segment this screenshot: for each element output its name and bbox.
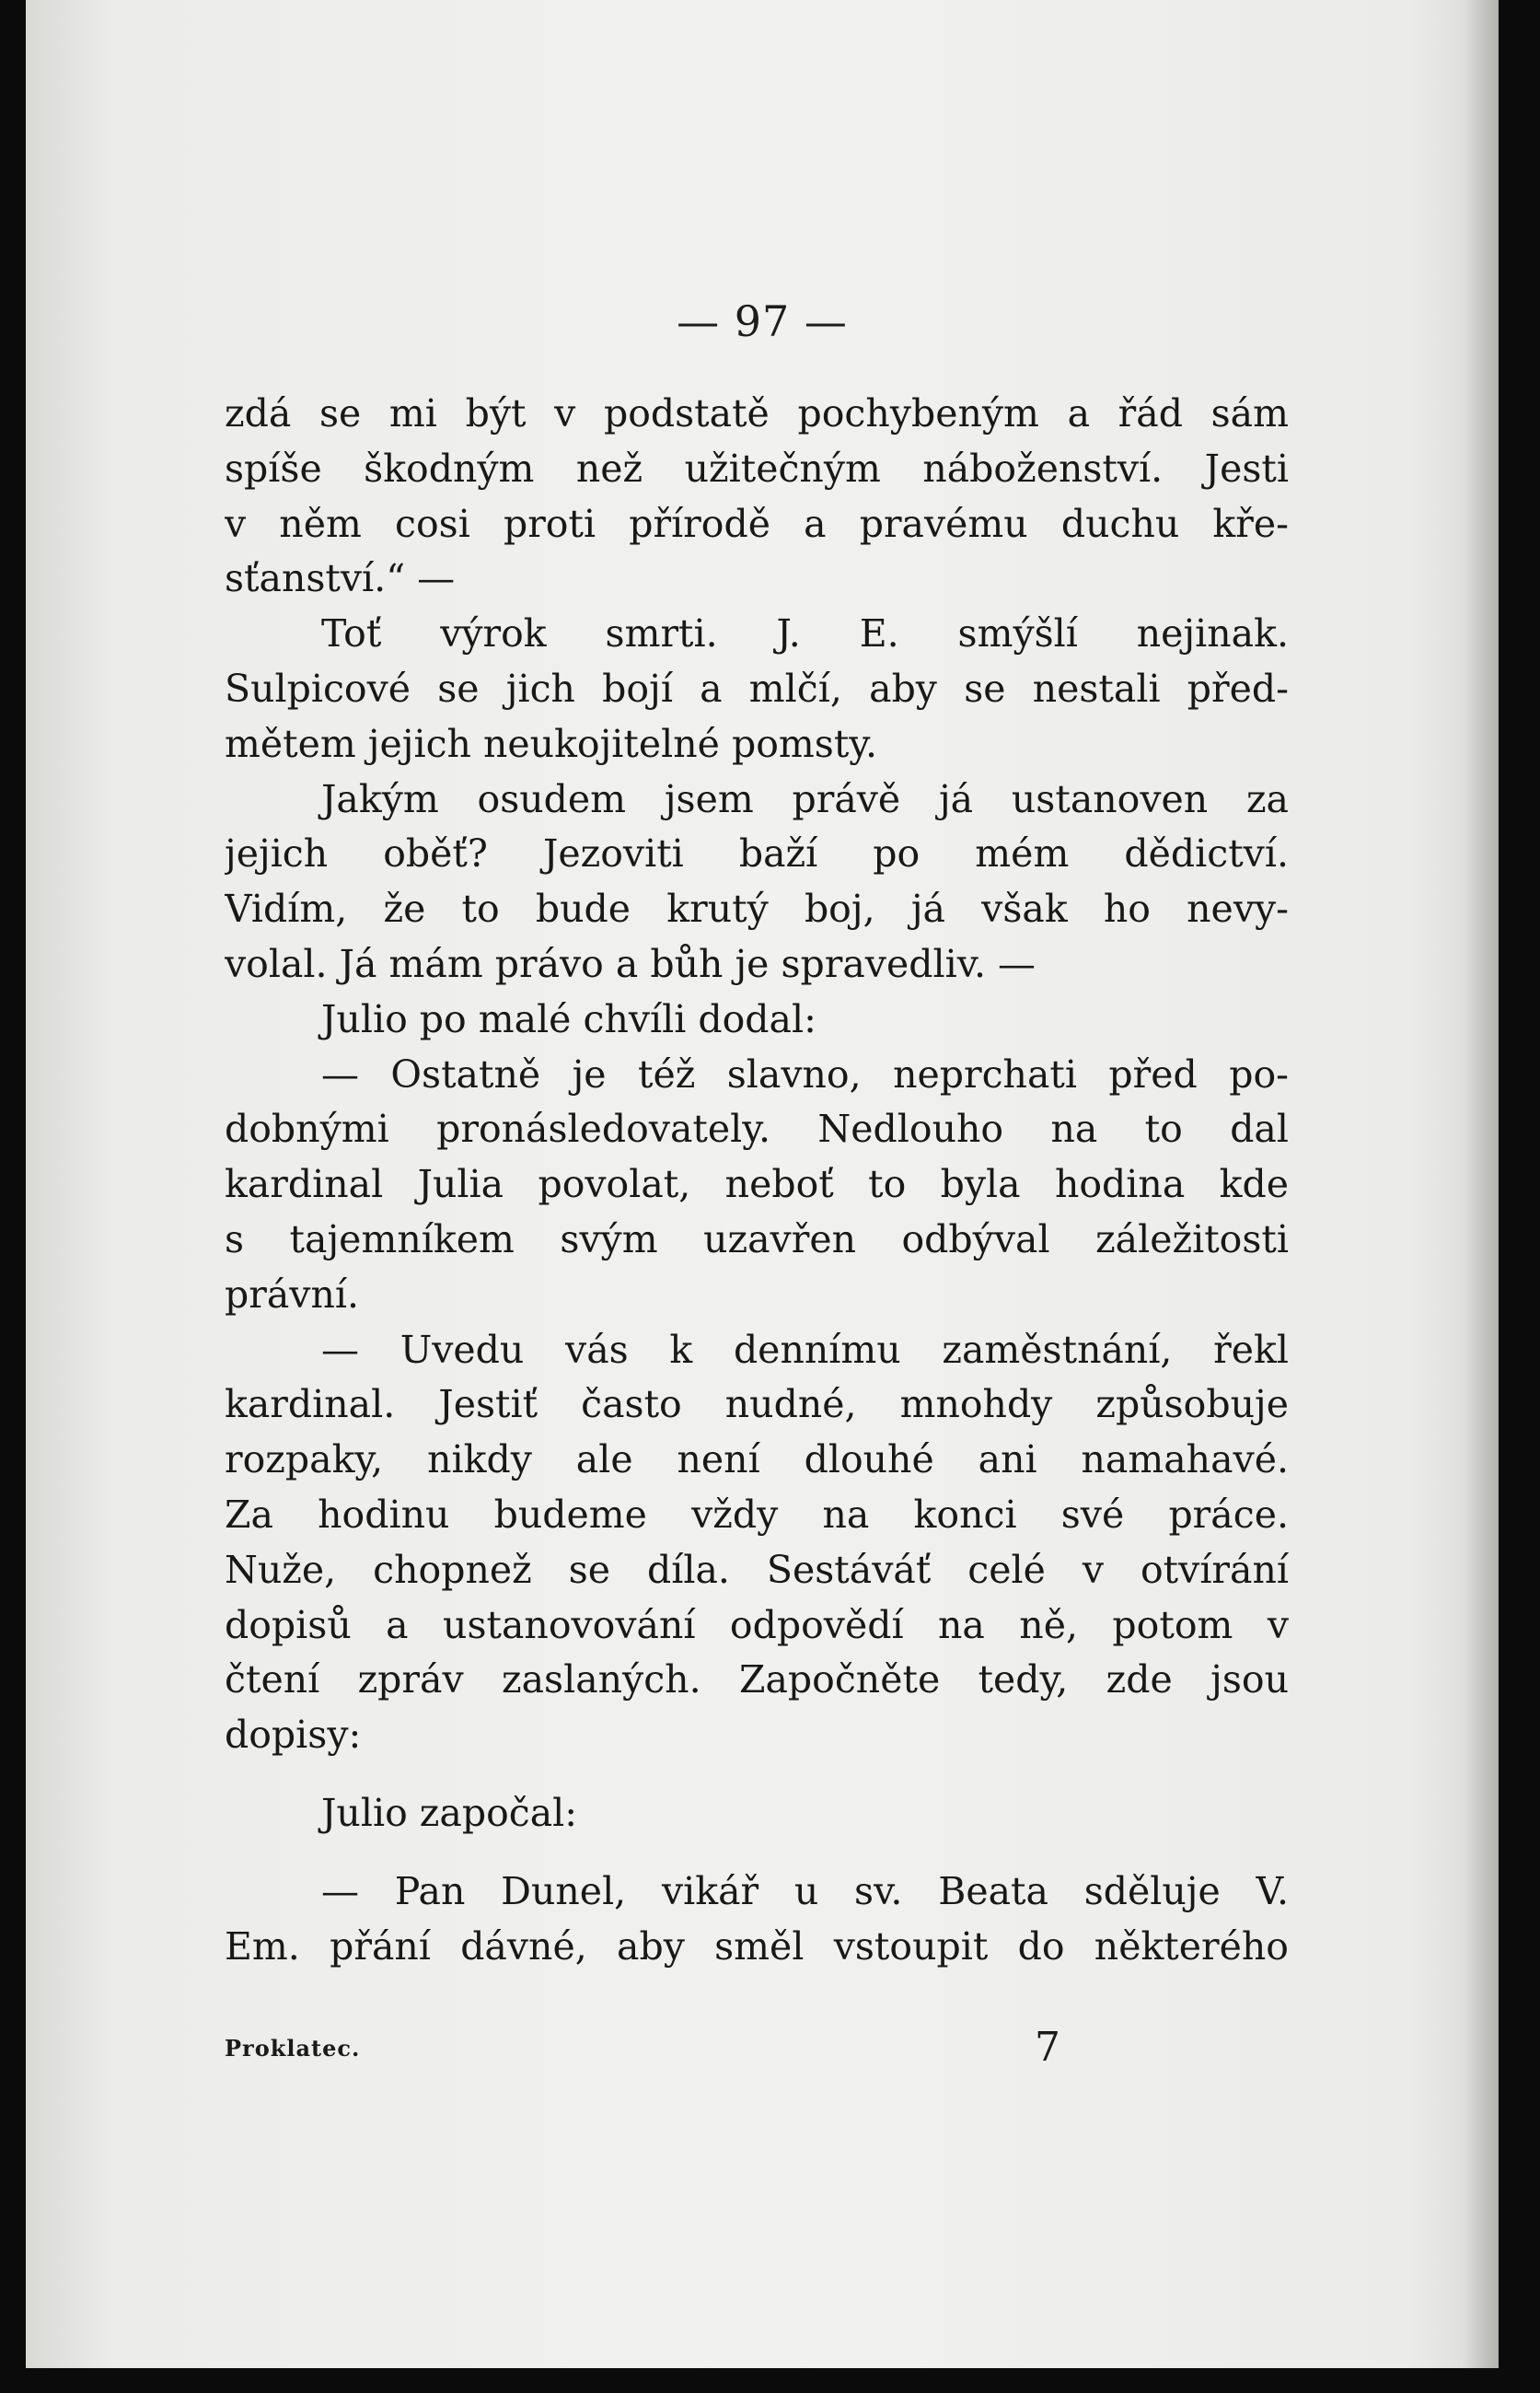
text-line: Julio započal: — [321, 1790, 578, 1835]
text-line: Em. přání dávné, aby směl vstoupit do některého — [225, 1923, 1289, 1969]
text-line: spíše škodným než užitečným náboženství. Jesti — [225, 446, 1289, 491]
text-line: právní. — [225, 1272, 360, 1317]
page-number: — 97 — — [677, 296, 848, 346]
text-line: dopisů a ustanovování odpovědí na ně, potom v — [225, 1602, 1289, 1647]
text-line: jejich oběť? Jezoviti baží po mém dědictví. — [225, 831, 1289, 877]
text-line: Julio po malé chvíli dodal: — [321, 996, 816, 1041]
text-line: dobnými pronásledovately. Nedlouho na to dal — [225, 1107, 1289, 1152]
text-line: — Ostatně je též slavno, neprchati před po- — [321, 1051, 1289, 1097]
page-edge-shadow — [1462, 0, 1499, 2368]
text-line: Toť výrok smrti. J. E. smýšlí nejinak. — [321, 611, 1289, 656]
text-line: s tajemníkem svým uzavřen odbýval záležitosti — [225, 1216, 1289, 1261]
text-line: zdá se mi být v podstatě pochybeným a řád sám — [225, 391, 1289, 436]
text-line: dopisy: — [225, 1713, 362, 1758]
text-line: sťanství.“ — — [225, 556, 456, 601]
text-line: mětem jejich neukojitelné pomsty. — [225, 721, 878, 766]
text-line: čtení zpráv zaslaných. Započněte tedy, zde jsou — [225, 1657, 1289, 1702]
text-line: v něm cosi proti přírodě a pravému duchu kře- — [225, 501, 1289, 546]
text-line: — Pan Dunel, vikář u sv. Beata sděluje V. — [321, 1868, 1289, 1913]
text-line: kardinal Julia povolat, neboť to byla hodina kde — [225, 1162, 1289, 1207]
sheet-number: 7 — [1035, 2024, 1060, 2071]
text-line: volal. Já mám právo a bůh je spravedliv. — — [225, 941, 1036, 986]
text-line: — Uvedu vás k dennímu zaměstnání, řekl — [321, 1327, 1289, 1372]
text-line: Nuže, chopnež se díla. Sestáváť celé v otvírání — [225, 1547, 1289, 1592]
book-page — [26, 0, 1499, 2368]
text-line: kardinal. Jestiť často nudné, mnohdy způsobuje — [225, 1382, 1289, 1427]
text-line: rozpaky, nikdy ale není dlouhé ani namahavé. — [225, 1437, 1289, 1482]
body-text — [225, 387, 1289, 1974]
signature-mark: Proklatec. — [225, 2035, 361, 2062]
text-line: Vidím, že to bude krutý boj, já však ho nevy- — [225, 887, 1289, 932]
text-line: Jakým osudem jsem právě já ustanoven za — [321, 776, 1289, 821]
text-line: Za hodinu budeme vždy na konci své práce. — [225, 1492, 1289, 1537]
text-line: Sulpicové se jich bojí a mlčí, aby se nestali před- — [225, 666, 1289, 711]
